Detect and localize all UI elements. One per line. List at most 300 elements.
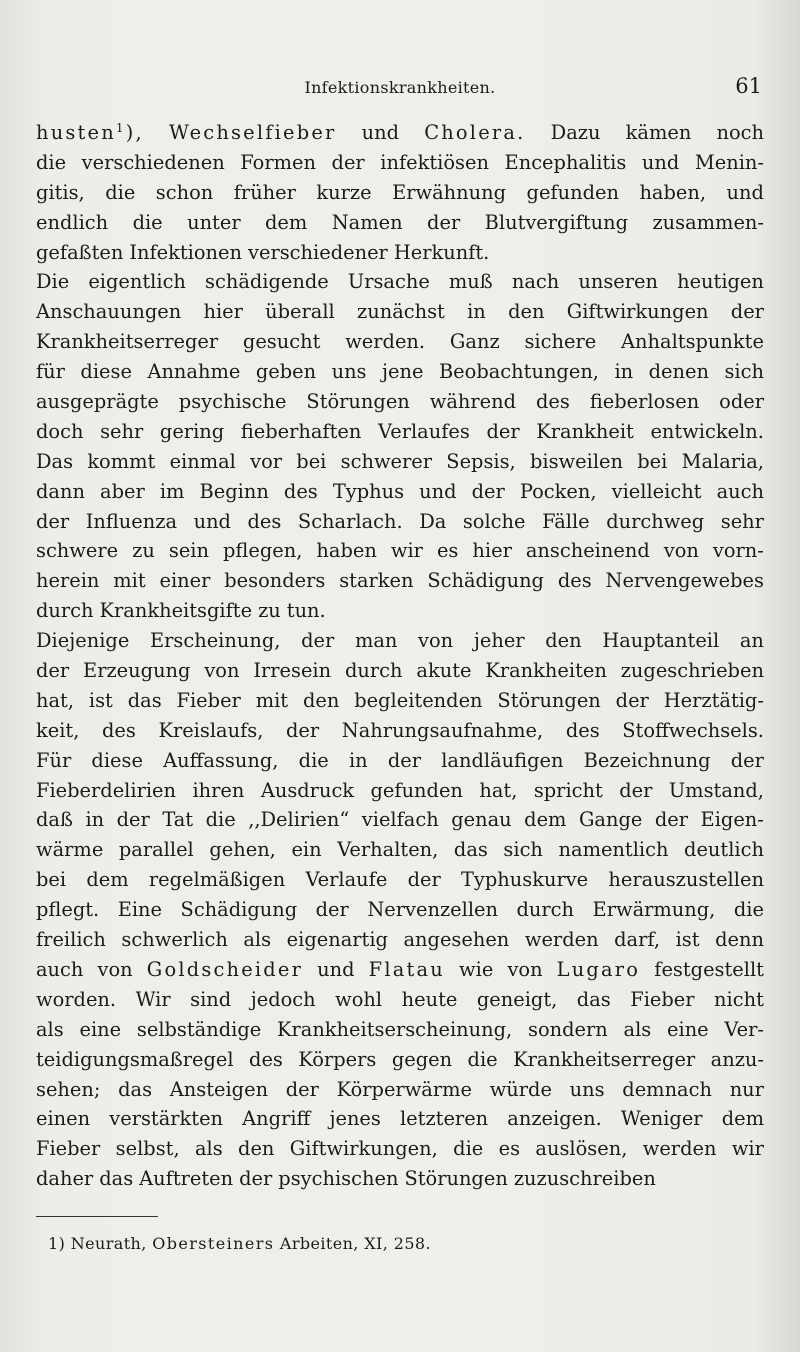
word: letzteren — [399, 1107, 489, 1131]
word: der — [116, 808, 150, 832]
word: durchweg — [606, 509, 705, 533]
word: der — [36, 509, 70, 533]
word: als — [36, 1017, 64, 1041]
word: auch — [716, 479, 764, 503]
word: an — [739, 629, 764, 653]
text-line — [36, 118, 764, 148]
word: des — [249, 1047, 283, 1071]
word: durch — [345, 659, 403, 683]
word: fieberhaften — [240, 419, 362, 443]
word: Nervengewebes — [605, 569, 764, 593]
text-line — [36, 955, 764, 985]
word: akute — [416, 659, 472, 683]
word: bei — [36, 868, 67, 892]
text-line — [36, 835, 764, 865]
word: verschiedenen — [81, 150, 225, 174]
word: selbständige — [136, 1017, 262, 1041]
word: Namen — [331, 210, 403, 234]
word: sondern — [528, 1017, 608, 1041]
word: als — [243, 928, 272, 952]
word: Anschauungen — [36, 300, 182, 324]
word: Für — [36, 748, 72, 772]
word: die — [467, 1047, 498, 1071]
word: für — [36, 360, 65, 384]
text-line — [36, 985, 764, 1015]
word: von — [204, 659, 240, 683]
text-line — [36, 267, 764, 297]
word: wir — [731, 1137, 764, 1161]
word: überall — [265, 300, 335, 324]
footnote-rule — [36, 1216, 158, 1217]
word: das — [99, 1167, 134, 1191]
word: Ansteigen — [169, 1077, 269, 1101]
word: freilich — [36, 928, 106, 952]
word: Stoffwechsels. — [622, 718, 764, 742]
word: wohl — [335, 987, 383, 1011]
word: der — [331, 150, 365, 174]
word: auch — [36, 957, 84, 981]
word: Umstand, — [668, 778, 764, 802]
word: unter — [187, 210, 241, 234]
word: des — [536, 390, 570, 414]
word: früher — [233, 180, 296, 204]
word: Fieber — [630, 987, 695, 1011]
text-line — [36, 536, 764, 566]
word: würde — [489, 1077, 552, 1101]
text-line — [36, 716, 764, 746]
word: Cholera. — [424, 121, 526, 144]
word: den — [302, 688, 340, 712]
word: gegen — [391, 1047, 453, 1071]
word: von — [418, 629, 454, 653]
word: noch — [716, 121, 764, 144]
word: haben — [316, 539, 377, 563]
word: in — [348, 748, 368, 772]
text-line — [36, 1045, 764, 1075]
word: diese — [80, 360, 132, 384]
word: in — [614, 360, 634, 384]
word: zusammen- — [652, 210, 764, 234]
word: Fieber — [176, 688, 241, 712]
text-line — [36, 417, 764, 447]
word: des — [102, 718, 136, 742]
word: Malaria, — [681, 449, 764, 473]
word: Beobachtungen, — [438, 360, 599, 384]
footnote-marker: 1) — [48, 1234, 66, 1253]
word: schon — [155, 180, 214, 204]
text-line — [36, 895, 764, 925]
word: Herztätig- — [663, 688, 764, 712]
word: Sepsis, — [446, 449, 516, 473]
word: vor — [250, 449, 283, 473]
word: Ver- — [724, 1017, 764, 1041]
word: gefunden — [526, 180, 619, 204]
word: Typhus — [332, 479, 405, 503]
word: werden. — [345, 330, 426, 354]
text-line — [36, 596, 764, 626]
word: des — [283, 479, 318, 503]
word: sehen; — [36, 1077, 101, 1101]
word: Kreislaufs, — [158, 718, 264, 742]
word: heute — [401, 987, 458, 1011]
word: die — [733, 898, 764, 922]
word: Erwärmung, — [592, 898, 716, 922]
word: Fieber — [36, 1137, 101, 1161]
word: herein — [36, 569, 100, 593]
word: die — [453, 1137, 484, 1161]
word: anscheinend — [525, 539, 650, 563]
word: es — [498, 1137, 521, 1161]
word: denen — [648, 360, 709, 384]
word: der — [427, 210, 461, 234]
word: psychische — [178, 390, 287, 414]
word: Krankheiten — [485, 659, 607, 683]
page-header — [36, 74, 764, 102]
word: durch — [516, 898, 575, 922]
word: herauszustellen — [608, 868, 764, 892]
word: Influenza — [85, 509, 178, 533]
word: Das — [36, 449, 74, 473]
word: in — [467, 300, 486, 324]
word: Störungen — [497, 688, 601, 712]
word: jene — [382, 360, 424, 384]
word: diese — [91, 748, 143, 772]
word: Bezeichnung — [583, 748, 711, 772]
word: dem — [524, 808, 567, 832]
word: als — [194, 1137, 223, 1161]
word: Fieberdelirien — [36, 778, 177, 802]
page-number: 61 — [735, 74, 762, 98]
word: jeher — [473, 629, 525, 653]
word: begleitenden — [354, 688, 483, 712]
word: Blutvergiftung — [484, 210, 629, 234]
word: der — [285, 1077, 319, 1101]
word: Infektionen — [129, 240, 243, 264]
word: gehen, — [209, 838, 276, 862]
word: und — [193, 509, 231, 533]
word: regelmäßigen — [148, 868, 286, 892]
word: Ganz — [449, 330, 500, 354]
word: starken — [339, 569, 414, 593]
word: festgestellt — [654, 957, 764, 981]
word: eine — [667, 1017, 709, 1041]
word: verstärkten — [109, 1107, 224, 1131]
word: sichere — [524, 330, 597, 354]
word: die — [205, 808, 236, 832]
word: dem — [86, 868, 129, 892]
word: schädigende — [205, 270, 329, 294]
word: und — [317, 957, 355, 981]
word: und — [361, 121, 400, 144]
word: im — [159, 479, 185, 503]
word: anzu- — [710, 1047, 764, 1071]
word: Verlaufes — [378, 419, 470, 443]
word: Giftwirkungen, — [289, 1137, 438, 1161]
footnote-reference: 1 — [115, 121, 126, 135]
word: nur — [729, 1077, 764, 1101]
word: hat, — [479, 778, 518, 802]
word: sehr — [100, 419, 144, 443]
word: in — [85, 808, 105, 832]
word: und — [726, 180, 764, 204]
word: der — [486, 419, 520, 443]
word: besonders — [224, 569, 326, 593]
word: von — [507, 957, 543, 981]
word: das — [453, 838, 488, 862]
text-line — [36, 656, 764, 686]
word: Auftreten — [139, 1167, 234, 1191]
word: den — [508, 300, 545, 324]
word: aber — [100, 479, 145, 503]
word: oder — [719, 390, 764, 414]
word: des — [247, 509, 282, 533]
text-line — [36, 925, 764, 955]
word: der — [387, 748, 422, 772]
word: ist — [675, 928, 700, 952]
word: Beginn — [199, 479, 269, 503]
word: der — [36, 659, 70, 683]
word: jenes — [329, 1107, 381, 1131]
word: wie — [459, 957, 494, 981]
word: wärme — [36, 838, 104, 862]
word: Pocken, — [519, 479, 597, 503]
word: Schädigung — [427, 569, 544, 593]
word: die — [132, 210, 163, 234]
word: die — [105, 180, 136, 204]
word: gefunden — [370, 778, 463, 802]
word: angesehen — [403, 928, 510, 952]
word: der — [730, 300, 764, 324]
word: pflegen, — [223, 539, 303, 563]
word: Scharlach. — [297, 509, 403, 533]
word: der — [730, 748, 764, 772]
word: Lugaro — [556, 957, 641, 981]
text-line — [36, 776, 764, 806]
word: von — [97, 957, 133, 981]
word: dann — [36, 479, 85, 503]
word: nach — [511, 270, 560, 294]
word: Giftwirkungen — [566, 300, 709, 324]
word: entwickeln. — [650, 419, 764, 443]
text-line — [36, 477, 764, 507]
word: Krankheit — [536, 419, 634, 443]
word: das — [576, 987, 611, 1011]
word: nicht — [714, 987, 764, 1011]
word: uns — [331, 360, 367, 384]
word: haben, — [639, 180, 707, 204]
footnote-author: Neurath, — [70, 1234, 147, 1253]
word: der — [615, 688, 649, 712]
word: durch — [36, 599, 94, 623]
word: der — [407, 868, 441, 892]
word: teidigungsmaßregel — [36, 1047, 234, 1071]
word: die — [298, 748, 329, 772]
word: zuzuschreiben — [513, 1167, 656, 1191]
text-line — [36, 1015, 764, 1045]
word: dem — [721, 1107, 764, 1131]
word: ihren — [192, 778, 245, 802]
word: vielfach — [361, 808, 439, 832]
word: Körpers — [298, 1047, 377, 1071]
word: Typhuskurve — [460, 868, 589, 892]
word: eigenartig — [286, 928, 388, 952]
word: bei — [296, 449, 327, 473]
word: Verhalten, — [337, 838, 439, 862]
word: verschiedener — [248, 240, 388, 264]
word: Herkunft. — [393, 240, 490, 264]
word: doch — [36, 419, 84, 443]
word: ist — [88, 688, 113, 712]
word: werden — [524, 928, 599, 952]
word: keit, — [36, 718, 80, 742]
word: Wir — [135, 987, 171, 1011]
word: bisweilen — [529, 449, 623, 473]
text-line — [36, 1075, 764, 1105]
word: ausgeprägte — [36, 390, 159, 414]
running-title: Infektionskrankheiten. — [304, 78, 496, 97]
word: Goldscheider — [146, 957, 304, 981]
word: Erscheinung, — [149, 629, 281, 653]
text-line — [36, 865, 764, 895]
word: kommt — [87, 449, 156, 473]
word: schwere — [36, 539, 119, 563]
word: genau — [451, 808, 512, 832]
word: auslösen, — [535, 1137, 628, 1161]
word: Verlaufe — [305, 868, 388, 892]
word: Die — [36, 270, 70, 294]
word: der — [619, 778, 653, 802]
word: und — [419, 479, 457, 503]
word: ein — [291, 838, 322, 862]
word: Formen — [240, 150, 316, 174]
word: psychischen — [278, 1167, 399, 1191]
word: Eine — [117, 898, 163, 922]
footnote — [48, 1234, 431, 1253]
word: einer — [159, 569, 211, 593]
word: zu — [132, 539, 155, 563]
text-line — [36, 178, 764, 208]
word: von — [663, 539, 699, 563]
word: das — [127, 688, 162, 712]
word: denn — [715, 928, 764, 952]
word: Erzeugung — [83, 659, 191, 683]
word: eine — [79, 1017, 122, 1041]
word: Gange — [578, 808, 643, 832]
word: schwerer — [340, 449, 433, 473]
word: wir — [390, 539, 423, 563]
word: Angriff — [242, 1107, 311, 1131]
word: Krankheitsgifte — [99, 599, 253, 623]
word: Schädigung — [180, 898, 298, 922]
word: sehr — [720, 509, 764, 533]
word: mit — [255, 688, 289, 712]
text-line — [36, 507, 764, 537]
word: vielleicht — [611, 479, 702, 503]
word: husten$^1$), — [36, 121, 144, 144]
word: Tat — [162, 808, 194, 832]
text-line — [36, 686, 764, 716]
word: Nervenzellen — [367, 898, 499, 922]
text-line — [36, 148, 764, 178]
word: kurze — [316, 180, 372, 204]
word: die — [36, 150, 67, 174]
text-line — [36, 357, 764, 387]
word: Menin- — [694, 150, 764, 174]
word: zu — [258, 599, 281, 623]
word: sind — [190, 987, 232, 1011]
word: gitis, — [36, 180, 85, 204]
footnote-name: Obersteiners — [152, 1234, 275, 1253]
word: sich — [503, 838, 543, 862]
word: geneigt, — [476, 987, 558, 1011]
word: der — [301, 629, 335, 653]
word: werden — [642, 1137, 717, 1161]
word: der — [654, 808, 689, 832]
word: Krankheitserscheinung, — [277, 1017, 513, 1041]
word: hier — [472, 539, 512, 563]
word: hier — [203, 300, 243, 324]
word: und — [641, 150, 680, 174]
text-line — [36, 746, 764, 776]
word: Störungen — [306, 390, 410, 414]
word: einmal — [169, 449, 236, 473]
text-line — [36, 208, 764, 238]
word: namentlich — [558, 838, 669, 862]
word: des — [565, 718, 600, 742]
word: ,,Delirien“ — [248, 808, 350, 832]
word: gering — [159, 419, 225, 443]
word: Krankheitserreger — [36, 330, 219, 354]
body-text — [36, 118, 764, 1194]
word: jedoch — [250, 987, 316, 1011]
word: zugeschrieben — [620, 659, 764, 683]
word: Hauptanteil — [602, 629, 720, 653]
word: Wechselfieber — [169, 121, 337, 144]
word: Irresein — [253, 659, 332, 683]
word: Da — [419, 509, 447, 533]
word: den — [545, 629, 582, 653]
word: mit — [113, 569, 146, 593]
word: einen — [36, 1107, 91, 1131]
word: vorn- — [712, 539, 764, 563]
word: kämen — [625, 121, 692, 144]
footnote-rest: Arbeiten, XI, 258. — [279, 1234, 431, 1253]
word: uns — [569, 1077, 605, 1101]
word: landläufigen — [441, 748, 564, 772]
word: gefaßten — [36, 240, 124, 264]
word: Weniger — [620, 1107, 703, 1131]
text-line — [36, 1104, 764, 1134]
word: es — [436, 539, 459, 563]
word: dem — [265, 210, 308, 234]
word: zunächst — [357, 300, 445, 324]
word: den — [238, 1137, 275, 1161]
word: pflegt. — [36, 898, 100, 922]
word: sein — [168, 539, 209, 563]
word: Störungen — [404, 1167, 508, 1191]
word: Auffassung, — [163, 748, 279, 772]
word: selbst, — [115, 1137, 180, 1161]
word: Erwähnung — [392, 180, 507, 204]
word: Anhaltspunkte — [621, 330, 764, 354]
word: parallel — [118, 838, 194, 862]
word: man — [354, 629, 398, 653]
word: anzeigen. — [507, 1107, 602, 1131]
word: Flatau — [368, 957, 445, 981]
text-line — [36, 238, 764, 268]
word: der — [286, 718, 320, 742]
text-line — [36, 387, 764, 417]
